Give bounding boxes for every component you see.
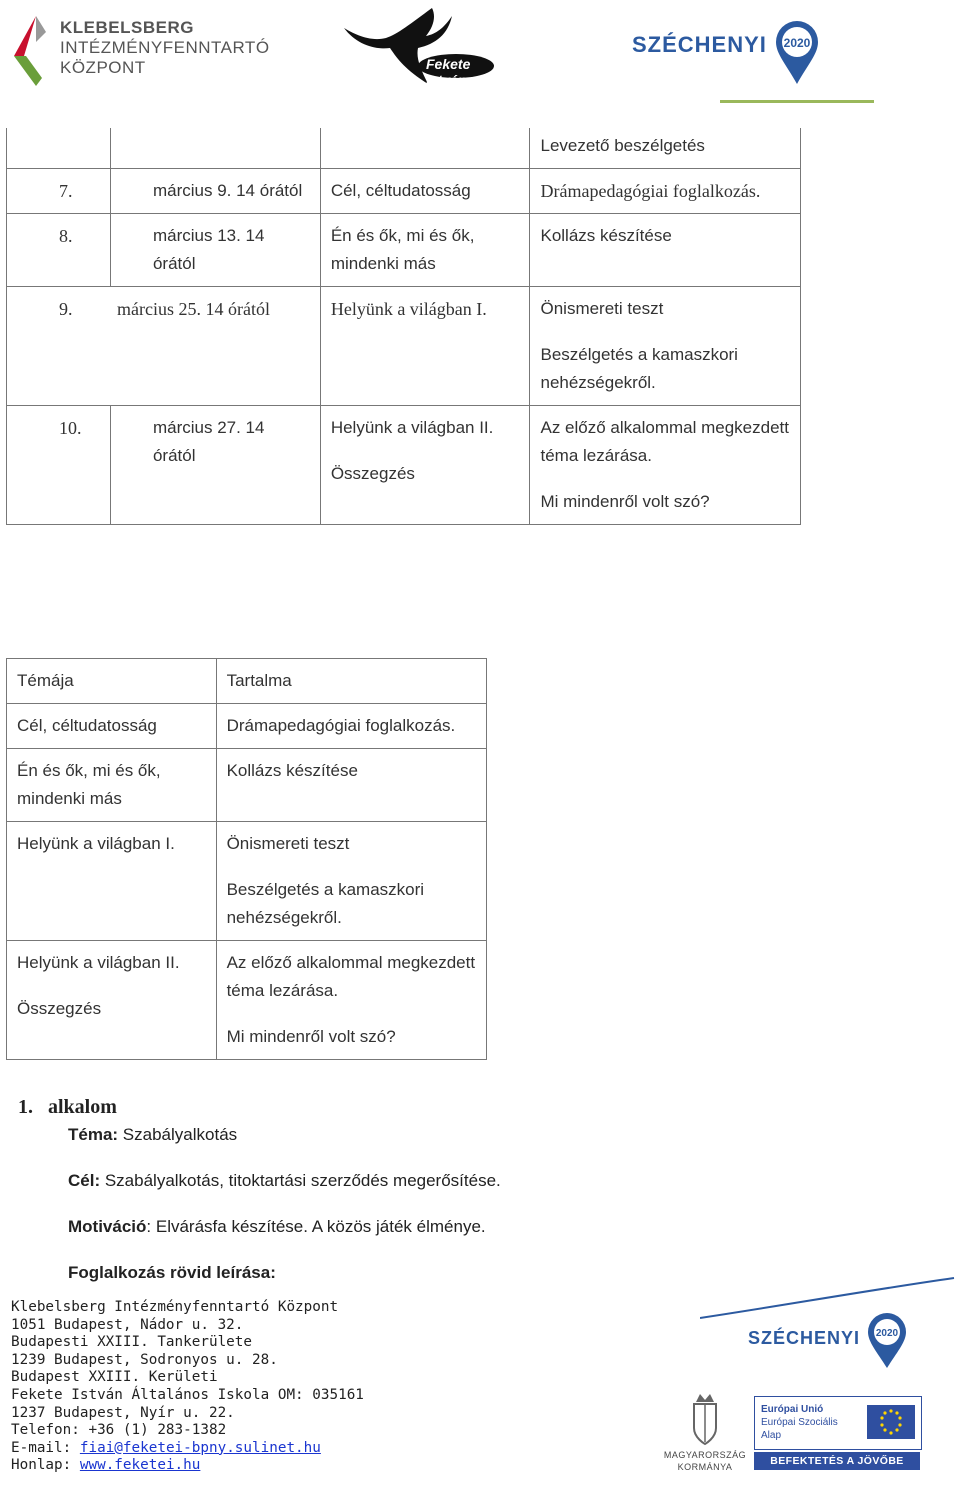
coat-of-arms-icon [660,1390,750,1450]
table-row [7,406,801,525]
footer-web [11,1457,364,1475]
footer-swoosh [700,1276,956,1320]
table-cell-content: Kollázs készítése [216,749,486,822]
table-cell-theme: Cél, céltudatosság [320,169,530,214]
session-tema [68,1125,237,1145]
content-line: Önismereti teszt [226,834,350,853]
table-row [7,128,801,169]
session-cel [68,1171,501,1191]
table-cell-theme [7,941,217,1060]
crest-caption-1: MAGYARORSZÁG [663,1450,747,1460]
table-cell-num: 7. [7,169,111,214]
row-number: 9. [59,299,73,319]
szechenyi-logo-header [632,20,832,90]
kik-logo-line-3: KÖZPONT [60,58,146,77]
motivacio-label: Motiváció [68,1217,147,1236]
column-header-content: Tartalma [216,659,486,704]
footer-line: Fekete István Általános Iskola OM: 035161 [11,1386,364,1403]
table-row [7,169,801,214]
footer-line: Klebelsberg Intézményfenntartó Központ [11,1299,339,1315]
szechenyi-logo-word: SZÉCHENYI [748,1328,861,1348]
table-cell-content [530,406,801,525]
footer-line: 1051 Budapest, Nádor u. 32. [11,1316,244,1333]
footer-line: 1239 Budapest, Sodronyos u. 28. [11,1351,278,1368]
row-date: március 25. 14 órától [117,299,270,319]
content-line: Mi mindenről volt szó? [540,492,710,511]
email-label: E-mail: [11,1439,80,1456]
table-cell [110,128,320,169]
school-logo [340,4,510,90]
table-cell-theme: Helyünk a világban I. [7,822,217,941]
content-line: Beszélgetés a kamaszkori nehézségekről. [540,345,738,392]
kik-logo-line-1: KLEBELSBERG [60,18,194,37]
table-cell-num: 10. [7,406,111,525]
table-cell-content [530,287,801,406]
theme-line: Helyünk a világban II. [330,418,494,437]
content-line: Önismereti teszt [540,299,664,318]
eu-fund-logo [754,1396,922,1450]
table-cell [7,128,111,169]
eu-text-line: Európai Szociális [761,1417,838,1428]
table-cell-content: Kollázs készítése [530,214,801,287]
table-cell-content: Drámapedagógiai foglalkozás. [530,169,801,214]
eu-text-line: Európai Unió [761,1404,824,1415]
table-row [7,822,487,941]
content-line: Beszélgetés a kamaszkori nehézségekről. [226,880,425,927]
table-row [7,941,487,1060]
session-leiras [68,1263,276,1283]
szechenyi-logo-footer [748,1320,908,1370]
session-motivacio [68,1217,486,1237]
table-cell-theme: Én és ők, mi és ők, mindenki más [320,214,530,287]
tema-value: Szabályalkotás [118,1125,238,1144]
table-row [7,704,487,749]
leiras-label: Foglalkozás rövid leírása: [68,1263,276,1282]
cel-label: Cél: [68,1171,101,1190]
table-cell-theme: Cél, céltudatosság [7,704,217,749]
theme-line: Összegzés [330,464,415,483]
szechenyi-pin-icon [864,1312,910,1370]
theme-line: Helyünk a világban II. [17,953,180,972]
email-link[interactable]: fiai@feketei-bpny.sulinet.hu [79,1439,321,1456]
content-line: Az előző alkalommal megkezdett téma lezárása. [540,418,789,465]
szechenyi-logo-word: SZÉCHENYI [632,32,767,57]
table-row [7,287,801,406]
web-label: Honlap: [11,1457,80,1474]
column-header-theme: Témája [7,659,217,704]
table-cell [320,128,530,169]
table-cell-content [216,822,486,941]
hungarian-government-logo [660,1390,750,1480]
table-cell: Levezető beszélgetés [530,128,801,169]
cel-value: Szabályalkotás, titoktartási szerződés megerősítése. [100,1171,501,1190]
theme-line: Összegzés [17,999,102,1018]
table-cell-num: 8. [7,214,111,287]
table-header-row [7,659,487,704]
table-cell-date: március 13. 14 órától [110,214,320,287]
footer-line: Budapesti XXIII. Tankerülete [11,1334,253,1351]
header-divider [720,100,874,103]
schedule-table [6,128,801,525]
content-line: Az előző alkalommal megkezdett téma lezárása. [226,953,476,1000]
session-title: 1. alkalom [18,1096,117,1118]
table-cell-theme: Én és ők, mi és ők, mindenki más [7,749,217,822]
footer-contact [11,1299,364,1475]
szechenyi-year: 2020 [783,36,811,50]
szechenyi-pin-icon [772,20,822,86]
table-cell-date: március 9. 14 órától [110,169,320,214]
kik-logo-line-2: INTÉZMÉNYFENNTARTÓ [60,38,270,57]
footer-line: 1237 Budapest, Nyír u. 22. [11,1404,235,1421]
footer-line: Budapest XXIII. Kerületi [11,1369,218,1386]
table-row [7,749,487,822]
table-cell-theme [320,406,530,525]
eu-flag-icon [867,1405,915,1439]
szechenyi-year: 2020 [875,1328,899,1339]
table-cell-theme: Helyünk a világban I. [320,287,530,406]
school-logo-text: Fekete István [426,56,471,88]
table-cell-content [216,941,486,1060]
table-cell-date: március 27. 14 órától [110,406,320,525]
befektetes-banner: BEFEKTETÉS A JÖVŐBE [754,1452,920,1470]
website-link[interactable]: www.feketei.hu [79,1457,201,1474]
footer-line: Telefon: +36 (1) 283-1382 [11,1422,227,1439]
crest-caption-2: KORMÁNYA [677,1462,733,1472]
summary-table [6,658,487,1060]
content-line: Mi mindenről volt szó? [226,1027,396,1046]
eu-text-line: Alap [761,1430,782,1441]
tema-label: Téma: [68,1125,119,1144]
klebelsberg-logo [6,8,270,90]
kik-mark-icon [6,12,56,88]
table-cell-content: Drámapedagógiai foglalkozás. [216,704,486,749]
table-row [7,214,801,287]
motivacio-value: : Elvárásfa készítése. A közös játék élménye. [146,1217,486,1236]
footer-email [11,1440,364,1458]
table-cell-num-date [7,287,321,406]
